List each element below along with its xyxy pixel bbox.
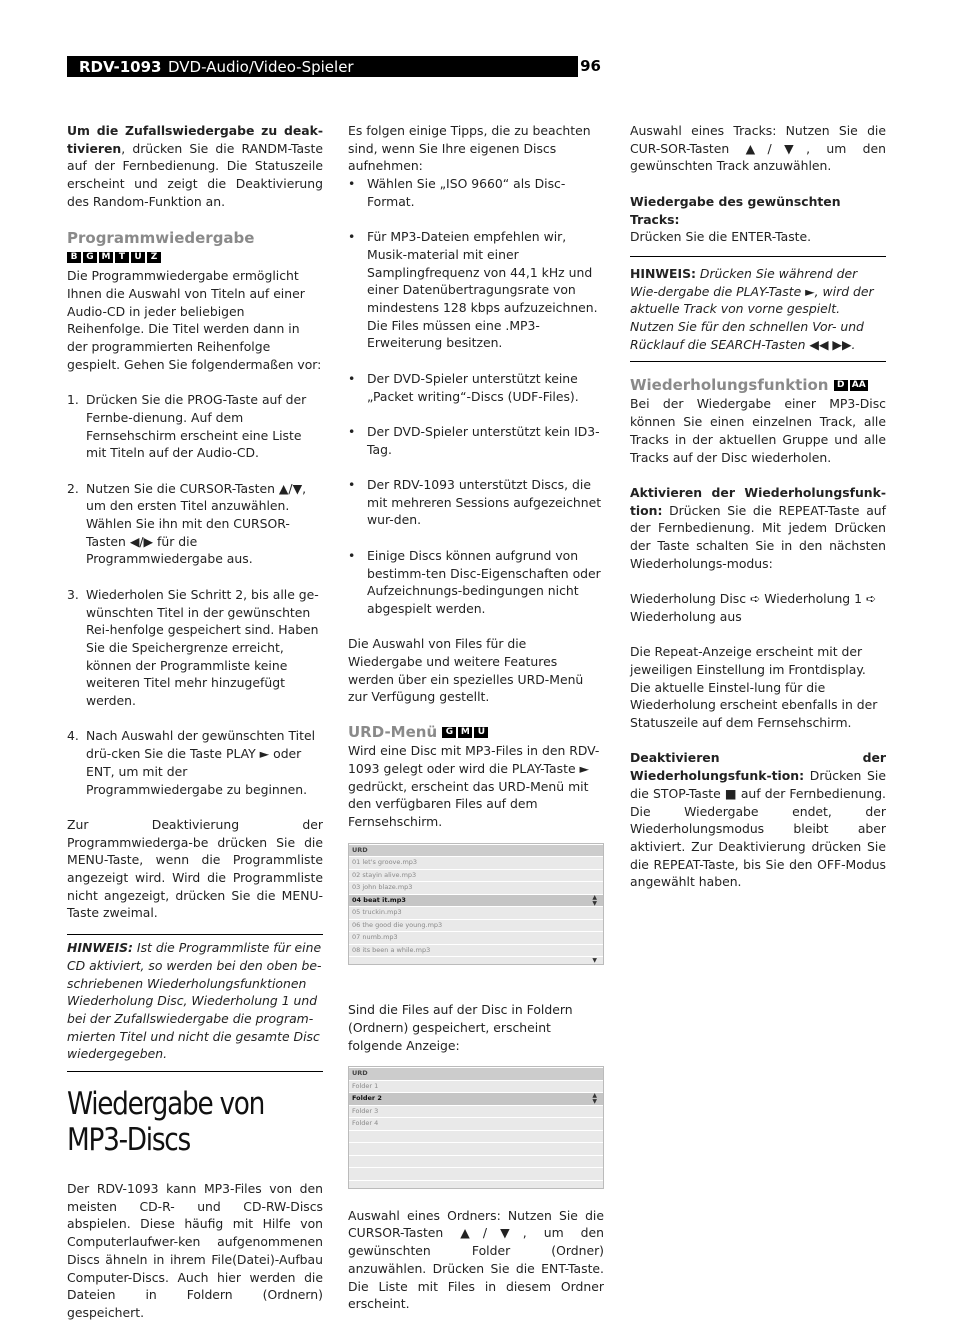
list-item: • Der DVD-Spieler unterstützt kein ID3-Tag. [348,423,600,457]
file-row[interactable]: 01 let's groove.mp3 [349,856,603,869]
program-deactivate: Zur Deaktivierung der Programmwiederga-be drücken Sie die MENU-Taste, wenn die Programmliste angezeigt wird. Wird die Programmliste nicht angezeigt, drücken Sie die MENU-Taste zweimal. [67,816,323,921]
folder-row[interactable]: Folder 4 [349,1117,603,1130]
folders-text: Sind die Files auf der Disc in Foldern (Ordnern) gespeichert, erscheint folgende Anzeige: [348,1002,573,1053]
urd-heading-text: URD-Menü [348,723,438,742]
disc-badge: M [458,727,472,738]
section-title [67,1086,285,1158]
list-item: • Wählen Sie „ISO 9660“ als Disc-Format. [348,176,566,209]
repeat-intro: Bei der Wiedergabe einer MP3-Disc können Sie einen einzelnen Track, alle Tracks in der aktuellen Gruppe und alle Tracks auf der Disc wiederholen. [630,396,886,465]
disc-badge: Z [147,252,161,263]
step-number: 4. [67,728,79,744]
note-text: Ist die Programmliste für eine CD aktiviert, so werden bei den oben be-schriebenen Wiederholungsfunktionen Wiederholung Disc, Wiederholung 1 und bei der Zufallswiedergabe die program-mierten Titel und nicht die gesamte Disc wiedergegeben. [67,940,322,1062]
program-badges [67,248,323,266]
folder-row-empty [349,1155,603,1168]
play-text: Drücken Sie die ENTER-Taste. [630,229,812,245]
track-note [630,256,886,362]
tip-text: Für MP3-Dateien empfehlen wir, Musik-material mit einer Samplingfrequenz von 44,1 kHz und einer Datenübertragungsrate von mindestens 128 kbps aufzuzeichnen. Die Files müssen eine .MP3-Erweiterung besitzen. [367,229,598,351]
note-text: Drücken Sie während der Wie-dergabe die PLAY-Taste ►, wird der aktuelle Track von vorne gespielt. Nutzen Sie für den schnellen Vor- und Rücklauf die SEARCH-Tasten ◀◀ ▶▶. [630,265,874,352]
note-label: HINWEIS: [67,940,133,956]
note-label: HINWEIS: [630,265,696,281]
activate-paragraph [630,484,886,573]
urd-folder-screen [348,1066,604,1189]
step-number: 2. [67,480,79,496]
page-number: 96 [578,56,603,77]
repeat-cycle: Wiederholung Disc ➪ Wiederholung 1 ➪ Wiederholung aus [630,591,877,624]
scroll-arrows-icon: ▲ ▼ [592,893,597,907]
disc-badge: U [474,727,488,738]
file-row-label: 04 beat it.mp3 [352,895,406,904]
column-middle [348,122,604,1313]
tip-text: Wählen Sie „ISO 9660“ als Disc-Format. [367,176,566,209]
column-left [67,122,323,1322]
list-item [67,391,323,462]
column-right [630,122,886,891]
repeat-heading [630,376,886,395]
random-text: , drücken Sie die RANDM-Taste auf der Fernbedienung. Die Statuszeile erscheint und zeigt die Deaktivierung des Random-Funktion an. [67,140,323,209]
list-item: • Der RDV-1093 unterstützt Discs, die mit mehreren Sessions aufgezeichnet wur-den. [348,477,602,528]
mp3-intro: Der RDV-1093 kann MP3-Files von den meisten CD-R- und CD-RW-Discs abspielen. Diese häufig mit Hilfe von Computerlaufwer-ken aufgenommenen Discs ähneln in ihrem File(Datei)-Aufbau Computer-Discs. Auch hier werden die Dateien in Foldern (Ordnern) gespeichert. [67,1181,323,1320]
random-deactivate-paragraph [67,122,323,211]
disc-badge: G [83,252,97,263]
list-item [67,480,323,569]
folder-row-selected[interactable] [349,1092,603,1105]
step-number: 1. [67,392,79,408]
tip-text: Der RDV-1093 unterstützt Discs, die mit mehreren Sessions aufgezeichnet wur-den. [367,477,602,528]
deactivate-bold: Deaktivieren der Wiederholungsfunk-tion: [630,750,886,784]
program-note [67,934,323,1071]
header-subtitle: DVD-Audio/Video-Spieler [168,58,354,76]
deactivate-text: Drücken Sie die STOP-Taste ■ auf der Fernbedienung. Die Wiedergabe endet, der Wiederholungsmodus bleibt aber aktiviert. Zur Deaktivierung drücken Sie die REPEAT-Taste, bis Sie den OFF-Modus angewählt haben. [630,768,886,890]
disc-badge: U [131,252,145,263]
program-heading: Programmwiedergabe [67,228,255,247]
list-item [67,586,323,710]
screen-footer [349,956,603,964]
title-line-2: MP3-Discs [67,1122,190,1159]
disc-badge: T [115,252,129,263]
program-intro: Die Programmwiedergabe ermöglicht Ihnen die Auswahl von Titeln auf einer Audio-CD in jeder beliebigen Reihenfolge. Die Titel werden dann in der programmierten Reihenfolge gespielt. Gehen Sie folgendermaßen vor: [67,268,322,372]
urd-intro: Die Auswahl von Files für die Wiedergabe und weitere Features werden über ein spezielles URD-Menü zur Verfügung gestellt. [348,636,584,705]
folder-select: Auswahl eines Ordners: Nutzen Sie die CURSOR-Tasten ▲/▼, um den gewünschten Folder (Ordner) anzuwählen. Drücken Sie die ENT-Taste. Die Liste mit Files in diesem Ordner erscheint. [348,1207,604,1312]
disc-badge: AA [850,380,868,391]
scroll-down-icon: ▼ [592,957,597,965]
disc-badge: B [67,252,81,263]
deactivate-paragraph [630,749,886,891]
tip-text: Der DVD-Spieler unterstützt keine „Packet writing“-Discs (UDF-Files). [367,370,579,404]
folder-row-empty [349,1142,603,1155]
file-row[interactable]: 05 truckin.mp3 [349,906,603,919]
activate-bold: Aktivieren der Wiederholungsfunk-tion: [630,484,886,518]
urd-heading [348,723,604,742]
list-item: • Der DVD-Spieler unterstützt keine „Packet writing“-Discs (UDF-Files). [348,370,579,404]
file-row[interactable]: 06 the good die young.mp3 [349,919,603,932]
scroll-arrows-icon: ▲ ▼ [592,1092,597,1106]
tip-text: Der DVD-Spieler unterstützt kein ID3-Tag. [367,423,600,457]
disc-badge: G [442,727,456,738]
tips-list [348,175,604,618]
list-item: • Einige Discs können aufgrund von bestimm-ten Disc-Eigenschaften oder Aufzeichnungs-bedingungen nicht abgespielt werden. [348,547,601,616]
file-row-selected[interactable] [349,894,603,907]
folder-row[interactable]: Folder 1 [349,1080,603,1093]
folder-row[interactable]: Folder 3 [349,1105,603,1118]
disc-badge: M [99,252,113,263]
divider [630,361,886,362]
folder-row-empty [349,1130,603,1143]
display-text: Die Repeat-Anzeige erscheint mit der jeweiligen Einstellung im Frontdisplay. Die aktuelle Einstel-lung für die Wiederholung erscheint ebenfalls in der Statuszeile auf dem Fernsehschirm. [630,644,878,731]
folder-row-label: Folder 2 [352,1094,382,1103]
play-bold: Wiedergabe des gewünschten Tracks: [630,193,841,227]
repeat-heading-text: Wiederholungsfunktion [630,376,829,395]
screen-header: URD [349,844,603,857]
screen-footer [349,1180,603,1188]
list-item [67,727,323,798]
disc-badge: D [834,380,848,391]
header-model: RDV-1093 [79,58,162,76]
folder-row-empty [349,1167,603,1180]
list-item: • Für MP3-Dateien empfehlen wir, Musik-material mit einer Samplingfrequenz von 44,1 kHz und einer Datenübertragungsrate von mindestens 128 kbps aufzuzeichnen. Die Files müssen eine .MP3-Erweiterung besitzen. [348,229,598,351]
step-text: Nach Auswahl der gewünschten Titel drü-cken Sie die Taste PLAY ► oder ENT, um mit der Programmwiedergabe zu beginnen. [86,728,316,797]
urd-text: Wird eine Disc mit MP3-Files in den RDV-1093 gelegt oder wird die PLAY-Taste ► gedrückt, erscheint das URD-Menü mit den verfügbaren Files auf dem Fernsehschirm. [348,743,600,829]
divider [67,1071,323,1072]
file-row[interactable]: 08 its been a while.mp3 [349,944,603,957]
tip-text: Einige Discs können aufgrund von bestimm-ten Disc-Eigenschaften oder Aufzeichnungs-bedingungen nicht abgespielt werden. [367,547,601,616]
screen-header: URD [349,1067,603,1080]
track-select: Auswahl eines Tracks: Nutzen Sie die CUR-SOR-Tasten ▲/▼, um den gewünschten Track anzuwählen. [630,123,886,174]
file-row[interactable]: 07 numb.mp3 [349,931,603,944]
file-row[interactable]: 03 john blaze.mp3 [349,881,603,894]
step-text: Wiederholen Sie Schritt 2, bis alle ge-wünschten Titel in der gewünschten Rei-henfolge gespeichert sind. Haben Sie die Speichergrenze erreicht, können der Programmliste keine weiteren Titel mehr hinzugefügt werden. [86,586,319,709]
random-lead: Um die Zufallswiedergabe zu deak-tivieren [67,123,323,156]
program-steps [67,391,323,798]
tips-intro: Es folgen einige Tipps, die zu beachten sind, wenn Sie Ihre eigenen Discs aufnehmen: [348,123,591,174]
urd-file-screen [348,843,604,966]
step-number: 3. [67,586,79,602]
file-row[interactable]: 02 stayin alive.mp3 [349,869,603,882]
step-text: Nutzen Sie die CURSOR-Tasten ▲/▼, um den ersten Titel anzuwählen. Wählen Sie ihn mit den CURSOR-Tasten ◀/▶ für die Programmwiedergabe aus. [86,480,307,567]
activate-text: Drücken Sie die REPEAT-Taste auf der Fernbedienung. Mit jedem Drücken der Taste schalten Sie in den nächsten Wiederholungs-modus: [630,502,886,571]
title-line-1: Wiedergabe von [67,1086,265,1123]
step-text: Drücken Sie die PROG-Taste auf der Fernbe-dienung. Auf dem Fernsehschirm erscheint eine Liste mit Titeln auf der Audio-CD. [86,392,307,461]
